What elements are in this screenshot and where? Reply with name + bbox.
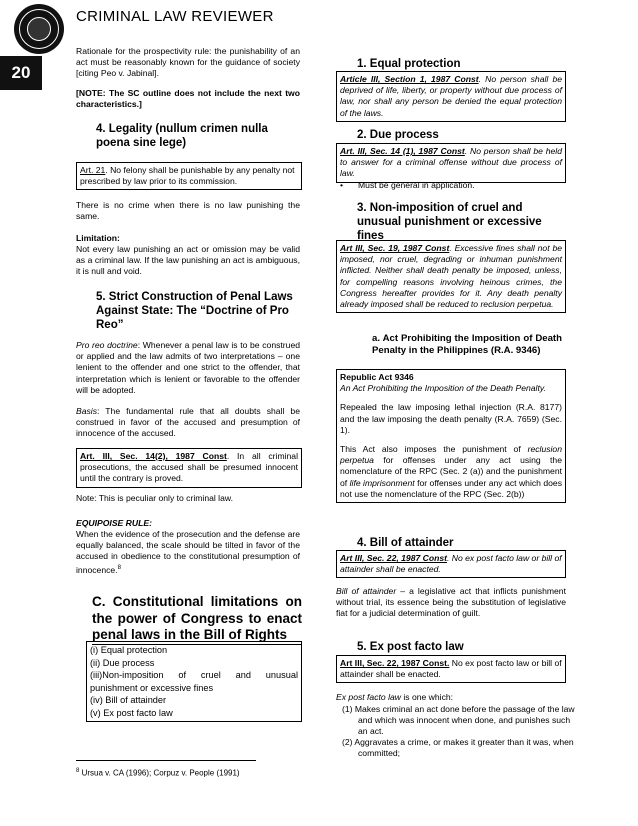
art3-box bbox=[76, 448, 302, 488]
bullet-icon: • bbox=[340, 180, 344, 190]
section-c-heading: C. Constitutional limitations on the power of Congress to enact penal laws in the Bill of Rights bbox=[92, 594, 302, 642]
art21-ref: Art. 21 bbox=[80, 165, 106, 175]
legality-heading: 4. Legality (nullum crimen nulla poena sine lege) bbox=[96, 123, 268, 149]
cruel-ref: Art III, Sec. 19, 1987 Const bbox=[340, 243, 450, 253]
basis-text: : The fundamental rule that all doubts shall be construed in favor of the accused and presumption of innocence of the accused. bbox=[76, 406, 300, 439]
school-seal-logo bbox=[14, 4, 64, 54]
ra9346-paragraph-2: This Act also imposes the punishment of reclusion perpetua for offenses under any act using the nomenclature of the RPC (Sec. 2 (a)) and the punishment of life imprisonment for offenses under any act which does not use the nomenclature of the RPC (Sec. 2(b)) bbox=[340, 444, 563, 499]
equipoise-text: When the evidence of the prosecution and the defense are equally balanced, the scale should be tilted in favor of the accused in obedience to the constitutional presumption of innocence.$^8$ bbox=[76, 529, 300, 575]
ra9346-subtitle: An Act Prohibiting the Imposition of the Death Penalty. bbox=[340, 383, 546, 394]
pro-reo-paragraph bbox=[76, 340, 300, 396]
ra9346-title: Republic Act 9346 bbox=[340, 372, 414, 382]
art21-box bbox=[76, 162, 302, 190]
basis-paragraph bbox=[76, 406, 300, 440]
due-process-heading: 2. Due process bbox=[357, 129, 439, 141]
due-process-bullet: • Must be general in application. bbox=[340, 180, 475, 190]
rationale-text: Rationale for the prospectivity rule: the punishability of an act must be reasonably known for the guidance of society [citing Peo v. Jabinal]. bbox=[76, 46, 300, 79]
ra9346-box bbox=[336, 369, 566, 503]
dp-ref: Art. III, Sec. 14 (1), 1987 Const bbox=[340, 146, 465, 156]
limitation-item-2: (ii) Due process bbox=[90, 657, 155, 668]
ex-post-facto-heading: 5. Ex post facto law bbox=[357, 641, 464, 653]
footnote-text: Ursua v. CA (1996); Corpuz v. People (1991) bbox=[81, 768, 240, 778]
limitation-item-4: (iv) Bill of attainder bbox=[90, 695, 167, 705]
strict-construction-heading: 5. Strict Construction of Penal Laws Against State: The “Doctrine of Pro Reo” bbox=[96, 291, 293, 331]
no-crime-text: There is no crime when there is no law punishing the same. bbox=[76, 200, 300, 222]
att-ref: Art III, Sec. 22, 1987 Const bbox=[340, 553, 447, 563]
bill-of-attainder-heading: 4. Bill of attainder bbox=[357, 537, 454, 549]
footnote-number: 8 bbox=[76, 768, 80, 774]
cruel-punishment-heading: 3. Non-imposition of cruel and unusual punishment or excessive fines bbox=[357, 202, 542, 242]
eq-ref: Article III, Section 1, 1987 Const bbox=[340, 74, 479, 84]
ex-post-facto-box bbox=[336, 655, 566, 683]
limitation-item-1: (i) Equal protection bbox=[90, 645, 168, 655]
limitation-label: Limitation: bbox=[76, 233, 120, 243]
equipoise-footnote-ref: 8 bbox=[117, 564, 121, 571]
limitation-item-5: (v) Ex post facto law bbox=[90, 707, 173, 718]
art3-text: . In all criminal prosecutions, the accused shall be presumed innocent until the contrary is proved. bbox=[80, 451, 298, 484]
ra9346-paragraph-1: Repealed the law imposing lethal injection (R.A. 8177) and the law imposing the death penalty (R.A. 7659) (Sec. 1). bbox=[340, 402, 562, 435]
ex-post-facto-item-2: (2) Aggravates a crime, or makes it greater than it was, when committed; bbox=[342, 737, 574, 759]
epf-text: No ex post facto law or bill of attainder shall be enacted. bbox=[340, 658, 562, 680]
ex-post-facto-definition: Ex post facto law is one which: bbox=[336, 692, 454, 702]
att-text: . No ex post facto law or bill of attainder shall be enacted. bbox=[340, 553, 562, 575]
eq-text: . No person shall be deprived of life, liberty, or property without due process of law, nor shall any person be denied the equal protection of the laws. bbox=[340, 74, 563, 118]
footnote bbox=[76, 768, 240, 778]
epf-ref: Art III, Sec. 22, 1987 Const. bbox=[340, 658, 450, 668]
art3-ref: Art. III, Sec. 14(2), 1987 Const bbox=[80, 451, 227, 461]
page-number: 20 bbox=[0, 56, 42, 90]
cruel-text: . Excessive fines shall not be imposed, nor cruel, degrading or inhuman punishment inflicted. Neither shall death penalty be imposed, unless, for compelling reasons involving heinous crimes, the Congress hereafter provides for it. Any death penalty already imposed shall be reduced to reclusion perpetua. bbox=[340, 243, 562, 310]
footnote-rule bbox=[76, 760, 256, 761]
limitations-list-box bbox=[86, 641, 302, 722]
limitation-item-3: (iii)Non-imposition of cruel and unusual punishment or excessive fines bbox=[90, 670, 298, 693]
limitation-text: Not every law punishing an act or omission may be valid as a criminal law. If the law punishing an act is ambiguous, it is null and void. bbox=[76, 244, 300, 277]
equal-protection-box bbox=[336, 71, 566, 122]
equal-protection-heading: 1. Equal protection bbox=[357, 58, 461, 70]
bill-of-attainder-box bbox=[336, 550, 566, 578]
equipoise-label: EQUIPOISE RULE: bbox=[76, 518, 152, 528]
pro-reo-text: : Whenever a penal law is to be construed or applied and the law admits of two interpretations – one lenient to the offender and one strict to the offender, that interpretation which is lenient or favorable to the offender will be adopted. bbox=[76, 340, 300, 395]
ra9346-heading: a. Act Prohibiting the Imposition of Death Penalty in the Philippines (R.A. 9346) bbox=[372, 333, 562, 356]
ex-post-facto-item-1: (1) Makes criminal an act done before the passage of the law and which was innocent when done, and punishes such an act. bbox=[342, 704, 575, 737]
note-sc: [NOTE: The SC outline does not include the next two characteristics.] bbox=[76, 88, 300, 110]
basis-label: Basis bbox=[76, 406, 98, 416]
pro-reo-label: Pro reo doctrine bbox=[76, 340, 138, 350]
art21-text: . No felony shall be punishable by any penalty not prescribed by law prior to its commission. bbox=[80, 165, 295, 187]
bill-of-attainder-definition: Bill of attainder – a legislative act that inflicts punishment without trial, its essence being the substitution of legislative fiat for a judicial determination of guilt. bbox=[336, 586, 566, 619]
cruel-punishment-box bbox=[336, 240, 566, 313]
due-process-box bbox=[336, 143, 566, 183]
dp-text: . No person shall be held to answer for a criminal offense without due process of law. bbox=[340, 146, 562, 179]
note-peculiar: Note: This is peculiar only to criminal law. bbox=[76, 493, 233, 503]
header-title: CRIMINAL LAW REVIEWER bbox=[76, 8, 274, 25]
